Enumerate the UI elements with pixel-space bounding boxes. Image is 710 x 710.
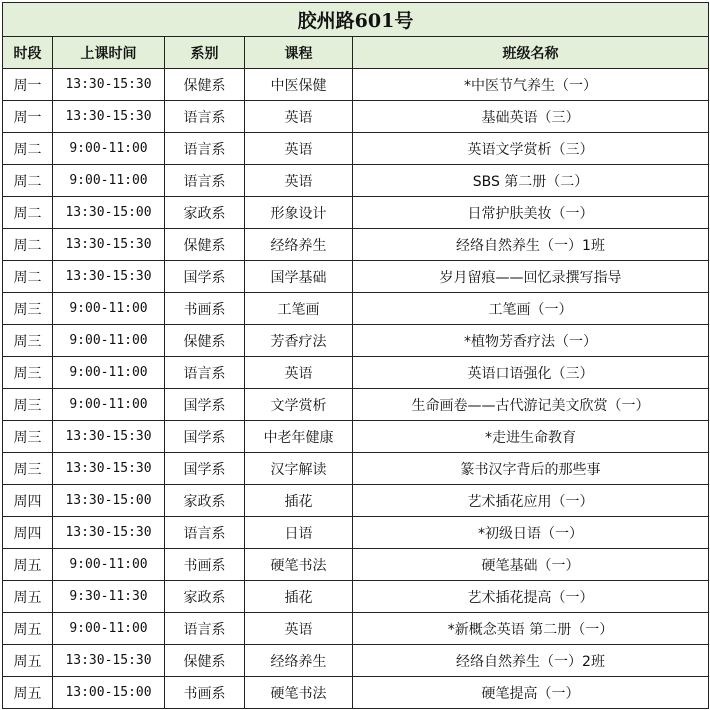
cell-class-name: 工笔画（一） bbox=[353, 293, 709, 325]
cell-period: 周三 bbox=[3, 453, 53, 485]
cell-course: 英语 bbox=[245, 133, 353, 165]
cell-class-name: 硬笔提高（一） bbox=[353, 677, 709, 709]
cell-class-name: 日常护肤美妆（一） bbox=[353, 197, 709, 229]
cell-department: 国学系 bbox=[165, 453, 245, 485]
cell-class-time: 9:00-11:00 bbox=[53, 549, 165, 581]
table-row bbox=[3, 645, 709, 677]
table-row bbox=[3, 165, 709, 197]
cell-period: 周三 bbox=[3, 421, 53, 453]
cell-course: 经络养生 bbox=[245, 645, 353, 677]
cell-period: 周五 bbox=[3, 645, 53, 677]
cell-period: 周二 bbox=[3, 197, 53, 229]
table-row bbox=[3, 229, 709, 261]
cell-course: 中医保健 bbox=[245, 69, 353, 101]
header-row bbox=[3, 37, 709, 69]
cell-class-time: 13:30-15:00 bbox=[53, 485, 165, 517]
table-row bbox=[3, 133, 709, 165]
table-body bbox=[3, 69, 709, 709]
header-period: 时段 bbox=[3, 37, 53, 69]
cell-department: 国学系 bbox=[165, 261, 245, 293]
cell-period: 周一 bbox=[3, 69, 53, 101]
cell-class-time: 13:30-15:30 bbox=[53, 229, 165, 261]
table-row bbox=[3, 197, 709, 229]
cell-period: 周三 bbox=[3, 325, 53, 357]
cell-department: 语言系 bbox=[165, 165, 245, 197]
cell-department: 语言系 bbox=[165, 613, 245, 645]
cell-course: 英语 bbox=[245, 165, 353, 197]
cell-course: 汉字解读 bbox=[245, 453, 353, 485]
cell-class-name: 篆书汉字背后的那些事 bbox=[353, 453, 709, 485]
cell-course: 硬笔书法 bbox=[245, 677, 353, 709]
cell-period: 周二 bbox=[3, 229, 53, 261]
cell-period: 周五 bbox=[3, 677, 53, 709]
cell-class-time: 9:00-11:00 bbox=[53, 293, 165, 325]
cell-period: 周四 bbox=[3, 485, 53, 517]
cell-department: 语言系 bbox=[165, 101, 245, 133]
cell-class-time: 9:00-11:00 bbox=[53, 389, 165, 421]
cell-period: 周五 bbox=[3, 581, 53, 613]
cell-course: 英语 bbox=[245, 101, 353, 133]
cell-department: 国学系 bbox=[165, 389, 245, 421]
cell-class-time: 9:00-11:00 bbox=[53, 325, 165, 357]
table-row bbox=[3, 517, 709, 549]
cell-class-time: 13:30-15:30 bbox=[53, 261, 165, 293]
cell-course: 中老年健康 bbox=[245, 421, 353, 453]
cell-class-time: 9:00-11:00 bbox=[53, 133, 165, 165]
cell-course: 文学赏析 bbox=[245, 389, 353, 421]
cell-class-name: 英语文学赏析（三） bbox=[353, 133, 709, 165]
cell-course: 芳香疗法 bbox=[245, 325, 353, 357]
cell-department: 语言系 bbox=[165, 133, 245, 165]
cell-class-time: 13:30-15:30 bbox=[53, 645, 165, 677]
cell-department: 书画系 bbox=[165, 549, 245, 581]
cell-course: 日语 bbox=[245, 517, 353, 549]
cell-class-name: 生命画卷——古代游记美文欣赏（一） bbox=[353, 389, 709, 421]
header-course: 课程 bbox=[245, 37, 353, 69]
cell-class-time: 13:30-15:30 bbox=[53, 101, 165, 133]
cell-department: 保健系 bbox=[165, 229, 245, 261]
cell-period: 周四 bbox=[3, 517, 53, 549]
cell-class-time: 9:00-11:00 bbox=[53, 165, 165, 197]
header-class-name: 班级名称 bbox=[353, 37, 709, 69]
cell-class-name: 英语口语强化（三） bbox=[353, 357, 709, 389]
cell-department: 家政系 bbox=[165, 197, 245, 229]
cell-class-time: 13:30-15:30 bbox=[53, 453, 165, 485]
title-row bbox=[3, 3, 709, 37]
cell-department: 书画系 bbox=[165, 293, 245, 325]
cell-department: 保健系 bbox=[165, 325, 245, 357]
cell-course: 经络养生 bbox=[245, 229, 353, 261]
cell-department: 家政系 bbox=[165, 581, 245, 613]
cell-class-time: 13:30-15:30 bbox=[53, 69, 165, 101]
cell-course: 英语 bbox=[245, 613, 353, 645]
table-row bbox=[3, 389, 709, 421]
cell-department: 保健系 bbox=[165, 645, 245, 677]
cell-class-name: 基础英语（三） bbox=[353, 101, 709, 133]
cell-class-name: *初级日语（一） bbox=[353, 517, 709, 549]
cell-department: 国学系 bbox=[165, 421, 245, 453]
table-row bbox=[3, 293, 709, 325]
table-row bbox=[3, 613, 709, 645]
cell-period: 周二 bbox=[3, 133, 53, 165]
table-title: 胶州路601号 bbox=[3, 3, 709, 37]
cell-class-time: 13:30-15:30 bbox=[53, 421, 165, 453]
cell-class-name: SBS 第二册（二） bbox=[353, 165, 709, 197]
cell-class-name: 艺术插花应用（一） bbox=[353, 485, 709, 517]
cell-period: 周三 bbox=[3, 389, 53, 421]
cell-course: 英语 bbox=[245, 357, 353, 389]
cell-class-name: 经络自然养生（一）2班 bbox=[353, 645, 709, 677]
cell-period: 周一 bbox=[3, 101, 53, 133]
table-row bbox=[3, 677, 709, 709]
cell-period: 周二 bbox=[3, 165, 53, 197]
cell-period: 周三 bbox=[3, 293, 53, 325]
cell-class-name: 经络自然养生（一）1班 bbox=[353, 229, 709, 261]
table-row bbox=[3, 261, 709, 293]
table-row bbox=[3, 421, 709, 453]
table-row bbox=[3, 581, 709, 613]
cell-period: 周三 bbox=[3, 357, 53, 389]
schedule-table bbox=[2, 2, 709, 709]
cell-department: 语言系 bbox=[165, 357, 245, 389]
cell-class-name: 岁月留痕——回忆录撰写指导 bbox=[353, 261, 709, 293]
table-row bbox=[3, 325, 709, 357]
cell-class-name: *植物芳香疗法（一） bbox=[353, 325, 709, 357]
header-department: 系别 bbox=[165, 37, 245, 69]
table-row bbox=[3, 101, 709, 133]
table-row bbox=[3, 549, 709, 581]
cell-class-time: 9:00-11:00 bbox=[53, 613, 165, 645]
header-class-time: 上课时间 bbox=[53, 37, 165, 69]
table-row bbox=[3, 69, 709, 101]
cell-period: 周五 bbox=[3, 613, 53, 645]
cell-course: 工笔画 bbox=[245, 293, 353, 325]
cell-class-name: *中医节气养生（一） bbox=[353, 69, 709, 101]
cell-department: 家政系 bbox=[165, 485, 245, 517]
cell-class-name: 硬笔基础（一） bbox=[353, 549, 709, 581]
cell-class-time: 13:30-15:30 bbox=[53, 517, 165, 549]
table-row bbox=[3, 453, 709, 485]
cell-course: 插花 bbox=[245, 581, 353, 613]
table-row bbox=[3, 485, 709, 517]
cell-class-time: 13:00-15:00 bbox=[53, 677, 165, 709]
cell-class-name: 艺术插花提高（一） bbox=[353, 581, 709, 613]
cell-class-time: 13:30-15:00 bbox=[53, 197, 165, 229]
cell-class-name: *新概念英语 第二册（一） bbox=[353, 613, 709, 645]
cell-class-name: *走进生命教育 bbox=[353, 421, 709, 453]
cell-period: 周五 bbox=[3, 549, 53, 581]
table-row bbox=[3, 357, 709, 389]
cell-class-time: 9:30-11:30 bbox=[53, 581, 165, 613]
cell-course: 插花 bbox=[245, 485, 353, 517]
cell-course: 硬笔书法 bbox=[245, 549, 353, 581]
cell-period: 周二 bbox=[3, 261, 53, 293]
cell-class-time: 9:00-11:00 bbox=[53, 357, 165, 389]
cell-course: 形象设计 bbox=[245, 197, 353, 229]
cell-course: 国学基础 bbox=[245, 261, 353, 293]
cell-department: 书画系 bbox=[165, 677, 245, 709]
cell-department: 保健系 bbox=[165, 69, 245, 101]
cell-department: 语言系 bbox=[165, 517, 245, 549]
